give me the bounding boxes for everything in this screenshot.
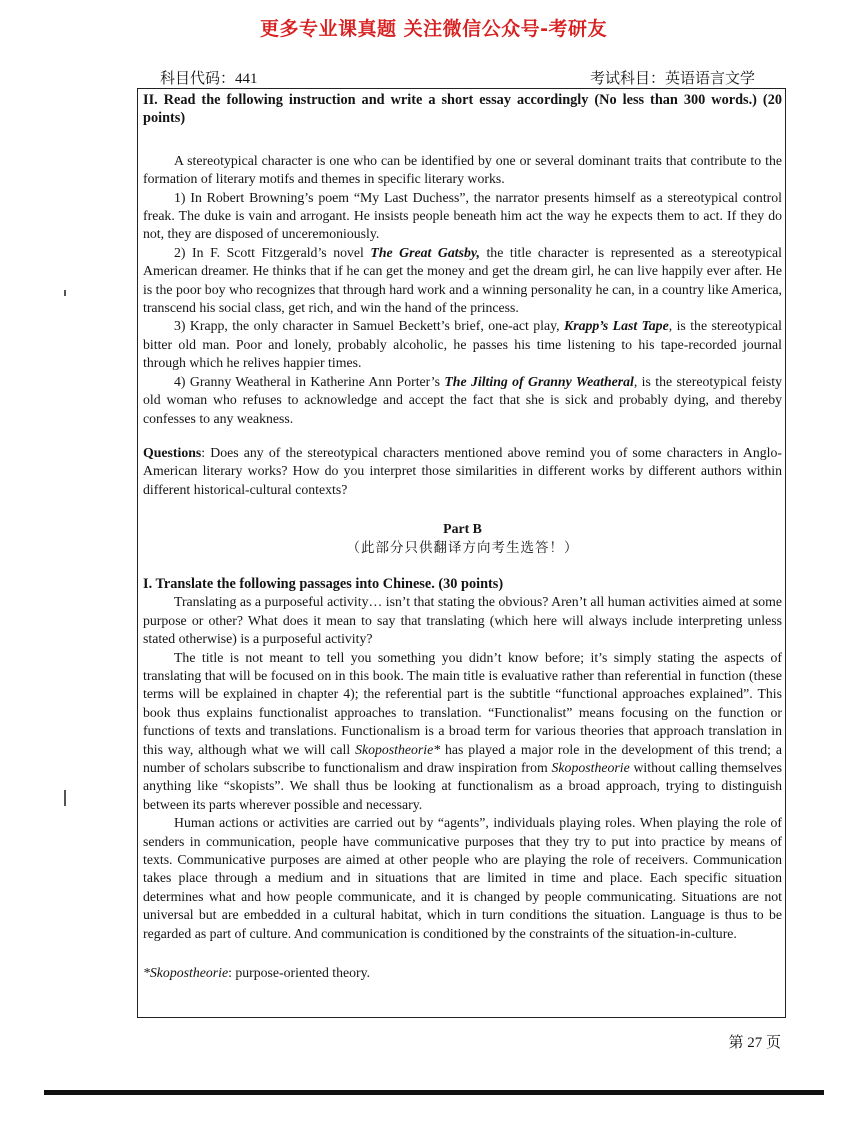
footnote-text: : purpose-oriented theory. [228,965,371,981]
questions-text: : Does any of the stereotypical characters mentioned above remind you of some characters in Anglo-American literary works? How do you interpret those similarities in different works by different authors within different historical-cultural contexts? [143,444,782,497]
footnote-term: *Skopostheorie [143,965,229,981]
essay-questions [143,444,782,499]
subject-name: 考试科目：英语语言文学 [589,71,755,87]
p2-term-skopostheorie-2: Skopostheorie [551,760,630,775]
subject-code: 科目代码：441 [160,71,258,87]
promo-banner: 更多专业课真题 关注微信公众号-考研友 [259,18,607,40]
item-3-text-b: , is the stereotypical bitter old man. Poor and lonely, probably alcoholic, he passes his time listening to his tape-recorded journal through which he relives happier times. [143,318,783,371]
exam-content [143,91,782,982]
page-number: 第 27 页 [728,1035,781,1051]
bottom-rule [44,1090,824,1095]
item-2-text-a: 2) In F. Scott Fitzgerald’s novel [174,244,371,260]
section-2-title: II. Read the following instruction and write a short essay accordingly (No less than 300 words.) (20 points) [143,92,782,127]
footnote [143,964,782,982]
essay-item-4 [143,373,782,428]
p2-text-a: The title is not meant to tell you something you didn’t know before; it’s simply stating the aspects of translating that will be focused on in this book. The main title is evaluative rather than referential in function (these terms will be explained in chapter 4); the referential part is the subtitle “functional approaches explained”. This book thus explains functionalist approaches to translation. “Functionalist” means focusing on the function or functions of texts and translations. Functionalism is a broad term for various theories that approach translation in this way, although what we will call [143,649,782,757]
item-2-text-b: the title character is represented as a stereotypical American dreamer. He thinks that if he can get the money and get the dream girl, he can live happily ever after. He is the poor boy who recognizes that through hard work and a winning personality he can, in a country like America, transcend his social class, get rich, and win the hand of the princess. [143,244,782,316]
item-4-text-b: , is the stereotypical feisty old woman who refuses to acknowledge and accept the fact that she is sick and probably dying, and thereby confesses to any weakness. [143,373,782,426]
essay-intro: A stereotypical character is one who can be identified by one or several dominant traits that contribute to the formation of literary motifs and themes in specific literary works. [143,152,782,187]
item-4-work-title: The Jilting of Granny Weatheral [444,373,634,389]
p2-text-b: has played a major role in the development of this trend; a number of scholars subscribe to functionalism and draw inspiration from [143,741,782,775]
item-3-work-title: Krapp’s Last Tape [564,318,669,334]
scan-mark [64,790,66,806]
translation-paragraph-3: Human actions or activities are carried out by “agents”, individuals playing roles. When playing the role of senders in communication, people have communicative purposes that they try to put into practice by means of texts. Communicative purposes are aimed at other people who are playing the role of receivers. Communication takes place through a medium and in situations that are limited in time and place. Each specific situation determines what and how people communicate, and it is changed by people communicating. Situations are not universal but are embedded in a cultural habitat, which in turn conditions the situation. Language is thus to be regarded as part of culture. And communication is conditioned by the constraints of the situation-in-culture. [143,815,782,941]
part-b-note: （此部分只供翻译方向考生选答！） [346,539,579,555]
questions-label: Questions [143,444,202,460]
item-2-work-title: The Great Gatsby, [370,244,480,260]
essay-item-2 [143,244,782,318]
translation-paragraph-1: Translating as a purposeful activity… isn’t that stating the obvious? Aren’t all human activities aimed at some purpose or other? What does it mean to say that translating (which here will always include interpreting unless stated otherwise) is a purposeful activity? [143,594,782,647]
part-b-title: Part B [443,521,482,537]
essay-item-3 [143,317,782,372]
p2-term-skopostheorie: Skopostheorie* [355,741,441,757]
p2-text-c: without calling themselves anything like “skopists”. We shall thus be looking at functionalism as a broad approach, trying to distinguish between its parts wherever possible and necessary. [143,760,782,812]
scan-mark [64,290,66,296]
item-3-text-a: 3) Krapp, the only character in Samuel Beckett’s brief, one-act play, [174,318,564,334]
essay-item-1: 1) In Robert Browning’s poem “My Last Duchess”, the narrator presents himself as a stereotypical control freak. The duke is vain and arrogant. He insists people beneath him act the way he expects them to act. If they do not, they are disposed of unceremoniously. [143,189,782,242]
section-1-title: I. Translate the following passages into Chinese. (30 points) [143,575,504,592]
item-4-text-a: 4) Granny Weatheral in Katherine Ann Porter’s [174,373,445,389]
translation-paragraph-2 [143,649,782,815]
